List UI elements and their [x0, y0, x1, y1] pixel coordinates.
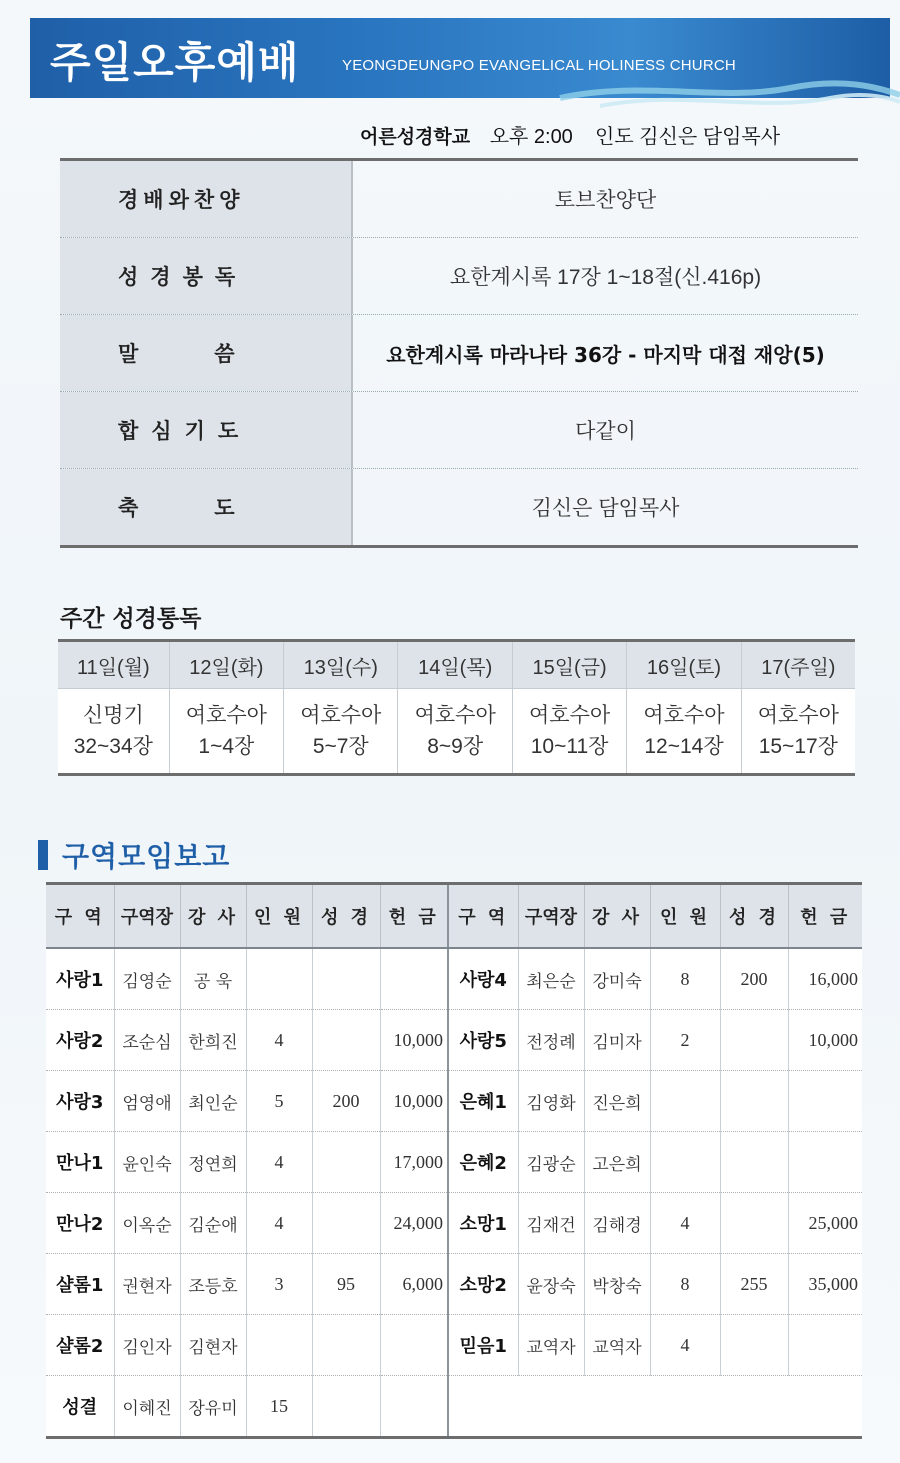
- weekly-books-row: [58, 689, 855, 775]
- report-header-row: [46, 884, 862, 949]
- column-header: 구역장: [518, 884, 584, 949]
- column-header: 인 원: [650, 884, 720, 949]
- report-body: [46, 948, 862, 1438]
- report-cell: [720, 1193, 788, 1254]
- report-cell: 박창숙: [584, 1254, 650, 1315]
- report-cell: [380, 1315, 448, 1376]
- report-cell: 김영화: [518, 1071, 584, 1132]
- report-cell: 95: [312, 1254, 380, 1315]
- column-header: 헌 금: [380, 884, 448, 949]
- report-cell: 권현자: [114, 1254, 180, 1315]
- report-cell: [788, 1132, 862, 1193]
- weekly-reading-cell: 여호수아 1~4장: [169, 689, 283, 775]
- report-cell: [720, 1132, 788, 1193]
- report-cell: 15: [246, 1376, 312, 1438]
- table-row: [46, 1071, 862, 1132]
- report-cell: [720, 1010, 788, 1071]
- column-header: 성 경: [720, 884, 788, 949]
- report-cell: 사랑4: [448, 948, 518, 1010]
- service-row: [60, 161, 858, 238]
- report-cell: 4: [246, 1132, 312, 1193]
- report-cell: 고은희: [584, 1132, 650, 1193]
- column-header: 강 사: [584, 884, 650, 949]
- report-cell: 김미자: [584, 1010, 650, 1071]
- column-header: 인 원: [246, 884, 312, 949]
- weekly-reading-table: [58, 639, 855, 776]
- column-header: 헌 금: [788, 884, 862, 949]
- report-cell: 사랑5: [448, 1010, 518, 1071]
- report-cell: 강미숙: [584, 948, 650, 1010]
- table-row: [46, 1010, 862, 1071]
- weekly-day: 15일(금): [512, 641, 626, 689]
- service-label: 성경봉독: [60, 238, 353, 314]
- report-cell: 소망2: [448, 1254, 518, 1315]
- service-value: 요한계시록 마라나타 36강 - 마지막 대접 재앙(5): [386, 342, 825, 367]
- table-row: [46, 1315, 862, 1376]
- service-label: 말씀: [60, 315, 353, 391]
- report-cell: 조등호: [180, 1254, 246, 1315]
- report-cell: 김재건: [518, 1193, 584, 1254]
- report-cell: [312, 948, 380, 1010]
- weekly-reading-title: 주간 성경통독: [60, 606, 202, 632]
- service-value: 요한계시록 17장 1~18절(신.416p): [449, 266, 762, 289]
- report-cell: 엄영애: [114, 1071, 180, 1132]
- report-cell: 6,000: [380, 1254, 448, 1315]
- report-cell: 김순애: [180, 1193, 246, 1254]
- report-cell: 4: [650, 1193, 720, 1254]
- table-row: [46, 948, 862, 1010]
- table-row: [46, 1132, 862, 1193]
- report-cell: 만나2: [46, 1193, 114, 1254]
- report-cell: 정연희: [180, 1132, 246, 1193]
- district-report-title: 구역모임보고: [62, 840, 231, 873]
- report-cell: 한희진: [180, 1010, 246, 1071]
- report-cell: [312, 1132, 380, 1193]
- weekly-days-row: [58, 641, 855, 689]
- report-cell: 16,000: [788, 948, 862, 1010]
- report-cell: 10,000: [380, 1010, 448, 1071]
- table-row: [46, 1193, 862, 1254]
- report-cell: 사랑1: [46, 948, 114, 1010]
- report-cell: 전정례: [518, 1010, 584, 1071]
- column-header: 강 사: [180, 884, 246, 949]
- column-header: 구 역: [46, 884, 114, 949]
- service-value: 토브찬양단: [554, 189, 657, 212]
- report-cell: 사랑3: [46, 1071, 114, 1132]
- report-cell: [788, 1071, 862, 1132]
- report-cell: 김현자: [180, 1315, 246, 1376]
- weekly-reading-cell: 신명기 32~34장: [58, 689, 169, 775]
- weekly-reading-cell: 여호수아 5~7장: [284, 689, 398, 775]
- report-cell: [312, 1010, 380, 1071]
- report-cell: 김영순: [114, 948, 180, 1010]
- report-cell: [312, 1193, 380, 1254]
- report-cell: 윤인숙: [114, 1132, 180, 1193]
- report-cell: 진은희: [584, 1071, 650, 1132]
- report-cell: 4: [246, 1193, 312, 1254]
- report-cell: 최은순: [518, 948, 584, 1010]
- report-cell: [246, 1315, 312, 1376]
- service-label: 합심기도: [60, 392, 353, 468]
- report-cell: [380, 948, 448, 1010]
- weekly-reading-cell: 여호수아 10~11장: [512, 689, 626, 775]
- weekly-day: 14일(목): [398, 641, 512, 689]
- table-row: [46, 1376, 862, 1438]
- report-cell: 믿음1: [448, 1315, 518, 1376]
- report-cell: 성결: [46, 1376, 114, 1438]
- weekly-day: 12일(화): [169, 641, 283, 689]
- weekly-day: 13일(수): [284, 641, 398, 689]
- report-cell: 교역자: [518, 1315, 584, 1376]
- leader-line: [360, 120, 780, 149]
- report-cell: 은혜2: [448, 1132, 518, 1193]
- report-cell: [312, 1376, 380, 1438]
- church-name: YEONGDEUNGPO EVANGELICAL HOLINESS CHURCH: [342, 57, 736, 74]
- report-cell: 200: [312, 1071, 380, 1132]
- report-cell: 만나1: [46, 1132, 114, 1193]
- page-title: 주일오후예배: [50, 38, 300, 87]
- report-cell: 10,000: [380, 1071, 448, 1132]
- district-report-heading: [38, 835, 230, 875]
- report-cell: 이혜진: [114, 1376, 180, 1438]
- report-cell: 김인자: [114, 1315, 180, 1376]
- report-cell: 소망1: [448, 1193, 518, 1254]
- report-cell: 김해경: [584, 1193, 650, 1254]
- report-cell: [246, 948, 312, 1010]
- column-header: 성 경: [312, 884, 380, 949]
- report-cell: 샬롬1: [46, 1254, 114, 1315]
- leader-name: 인도 김신은 담임목사: [595, 126, 781, 148]
- report-cell: 이옥순: [114, 1193, 180, 1254]
- district-report-table: [46, 882, 862, 1439]
- header-banner: [0, 0, 900, 125]
- report-cell: [380, 1376, 448, 1438]
- service-row: [60, 238, 858, 315]
- report-cell: 김광순: [518, 1132, 584, 1193]
- weekly-reading-cell: 여호수아 15~17장: [741, 689, 855, 775]
- service-label: 축도: [60, 469, 353, 545]
- report-cell: 3: [246, 1254, 312, 1315]
- report-cell: [312, 1315, 380, 1376]
- service-value: 다같이: [575, 420, 636, 443]
- report-cell: 35,000: [788, 1254, 862, 1315]
- report-cell: 공 욱: [180, 948, 246, 1010]
- service-row: [60, 392, 858, 469]
- report-cell: 17,000: [380, 1132, 448, 1193]
- report-cell: 조순심: [114, 1010, 180, 1071]
- report-cell: [650, 1071, 720, 1132]
- weekly-reading-cell: 여호수아 8~9장: [398, 689, 512, 775]
- report-cell: 샬롬2: [46, 1315, 114, 1376]
- leader-label: 어른성경학교: [360, 126, 471, 148]
- report-cell: 4: [246, 1010, 312, 1071]
- service-order-table: [60, 158, 858, 548]
- report-cell: 윤장숙: [518, 1254, 584, 1315]
- report-cell: 장유미: [180, 1376, 246, 1438]
- report-cell: 8: [650, 1254, 720, 1315]
- report-cell: [720, 1071, 788, 1132]
- report-cell: 24,000: [380, 1193, 448, 1254]
- report-cell: 사랑2: [46, 1010, 114, 1071]
- report-cell: [650, 1132, 720, 1193]
- service-value: 김신은 담임목사: [531, 497, 680, 520]
- report-cell: 최인순: [180, 1071, 246, 1132]
- report-cell: 8: [650, 948, 720, 1010]
- report-cell: 25,000: [788, 1193, 862, 1254]
- service-label: 경배와찬양: [60, 161, 353, 237]
- report-cell: 2: [650, 1010, 720, 1071]
- column-header: 구 역: [448, 884, 518, 949]
- weekly-day: 11일(월): [58, 641, 169, 689]
- weekly-reading-cell: 여호수아 12~14장: [627, 689, 741, 775]
- report-cell: 10,000: [788, 1010, 862, 1071]
- table-row: [46, 1254, 862, 1315]
- report-cell: 교역자: [584, 1315, 650, 1376]
- section-bar-icon: [38, 840, 48, 870]
- column-header: 구역장: [114, 884, 180, 949]
- service-row: [60, 315, 858, 392]
- report-cell: [720, 1315, 788, 1376]
- leader-time: 오후 2:00: [489, 126, 573, 148]
- weekly-day: 16일(토): [627, 641, 741, 689]
- report-cell: 255: [720, 1254, 788, 1315]
- service-row: [60, 469, 858, 545]
- report-cell: 은혜1: [448, 1071, 518, 1132]
- report-cell: 4: [650, 1315, 720, 1376]
- weekly-day: 17(주일): [741, 641, 855, 689]
- report-cell: [788, 1315, 862, 1376]
- report-empty-cell: [448, 1376, 862, 1438]
- report-cell: 200: [720, 948, 788, 1010]
- report-cell: 5: [246, 1071, 312, 1132]
